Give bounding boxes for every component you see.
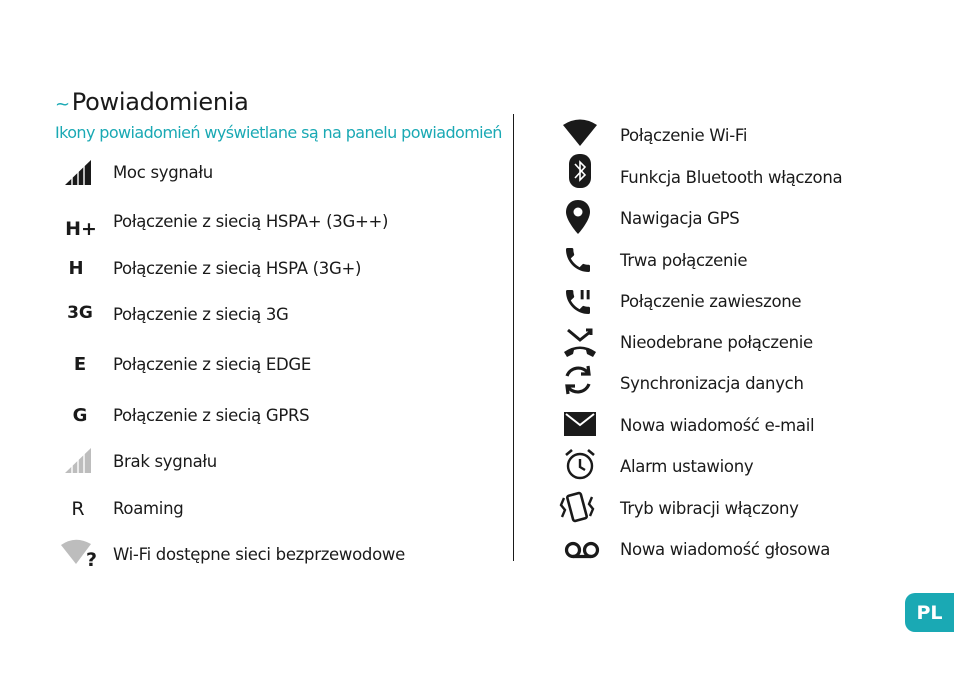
edge-icon: E [73, 353, 87, 375]
label-wifi: Połączenie Wi-Fi [620, 126, 748, 145]
sync-icon [558, 362, 598, 398]
email-icon [560, 406, 600, 442]
label-signal-strength: Moc sygnału [113, 163, 213, 182]
gprs-icon: G [72, 404, 88, 426]
gps-pin-icon [558, 199, 598, 235]
title-tilde: ~ [55, 94, 70, 115]
bluetooth-icon [560, 153, 600, 189]
label-3g: Połączenie z siecią 3G [113, 305, 289, 324]
missed-call-icon [560, 325, 600, 361]
hspa-icon: H [68, 257, 84, 279]
wifi-icon [560, 112, 600, 148]
page-title [55, 88, 249, 116]
title-text: Powiadomienia [71, 88, 249, 116]
label-wifi-available: Wi-Fi dostępne sieci bezprzewodowe [113, 545, 405, 564]
label-gprs: Połączenie z siecią GPRS [113, 406, 310, 425]
label-missed-call: Nieodebrane połączenie [620, 333, 813, 352]
phone-call-icon [558, 242, 598, 278]
label-no-signal: Brak sygnału [113, 452, 217, 471]
label-call-hold: Połączenie zawieszone [620, 292, 802, 311]
label-hspa: Połączenie z siecią HSPA (3G+) [113, 259, 362, 278]
wifi-available-icon [58, 534, 98, 570]
label-edge: Połączenie z siecią EDGE [113, 355, 311, 374]
label-vibrate: Tryb wibracji włączony [620, 499, 799, 518]
label-call: Trwa połączenie [620, 251, 748, 270]
alarm-icon [560, 446, 600, 482]
vibrate-icon [558, 489, 598, 525]
language-badge: PL [905, 593, 954, 632]
label-bluetooth: Funkcja Bluetooth włączona [620, 168, 843, 187]
label-roaming: Roaming [113, 499, 184, 518]
label-gps: Nawigacja GPS [620, 209, 740, 228]
label-email: Nowa wiadomość e-mail [620, 416, 815, 435]
label-sync: Synchronizacja danych [620, 374, 804, 393]
label-voicemail: Nowa wiadomość głosowa [620, 540, 831, 559]
3g-icon: 3G [67, 303, 93, 323]
signal-strength-icon [58, 154, 98, 190]
label-hspa-plus: Połączenie z siecią HSPA+ (3G++) [113, 212, 389, 231]
label-alarm: Alarm ustawiony [620, 457, 754, 476]
column-divider [513, 114, 514, 561]
no-signal-icon [58, 442, 98, 478]
svg-text:?: ? [86, 549, 98, 568]
roaming-icon: R [71, 498, 85, 520]
page-subtitle: Ikony powiadomień wyświetlane są na panelu powiadomień [55, 123, 502, 142]
hspa-plus-icon: H+ [65, 218, 97, 240]
call-hold-icon [558, 284, 598, 320]
voicemail-icon [562, 532, 602, 568]
